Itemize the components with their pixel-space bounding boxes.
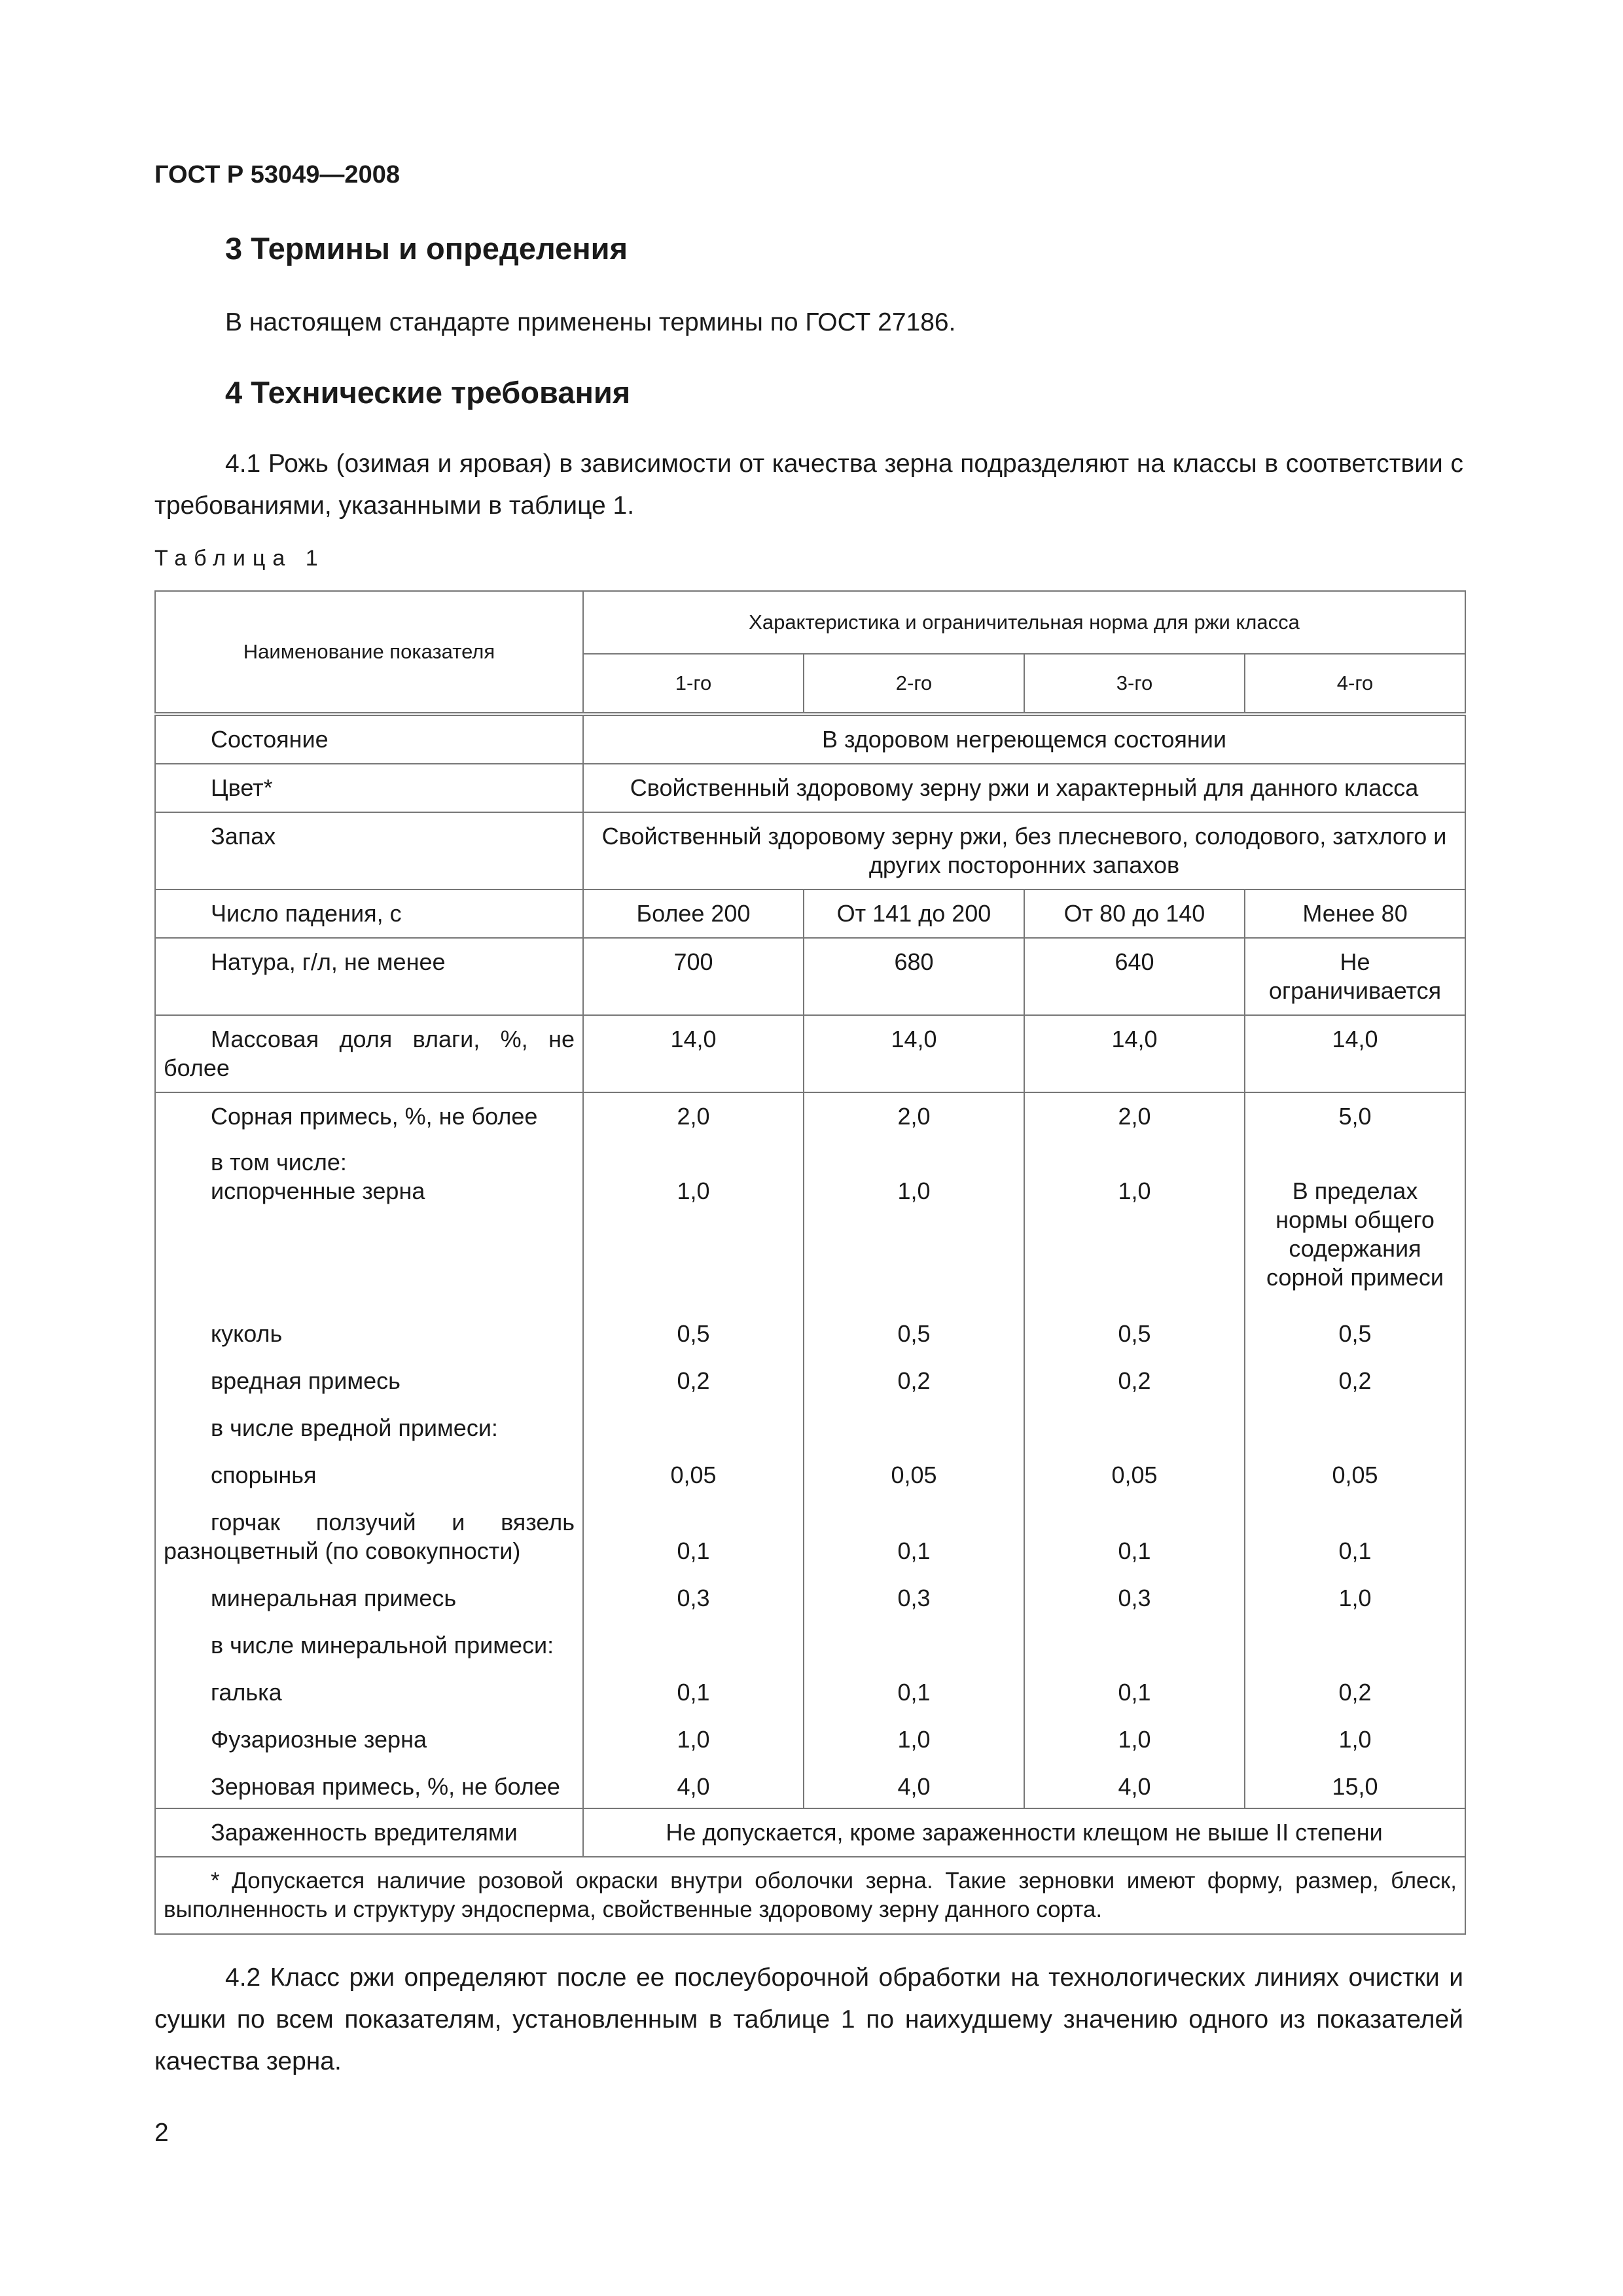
table-row xyxy=(155,1015,1465,1092)
row-cell: В пределах нормы общего содержания сорной примеси xyxy=(1245,1131,1465,1301)
row-label: Число падения, с xyxy=(155,889,583,938)
row-cell: 0,05 xyxy=(583,1443,804,1490)
table-footnote: * Допускается наличие розовой окраски внутри оболочки зерна. Такие зерновки имеют форму, размер, блеск, выполненность и структуру эндосперма, свойственные здоровому зерну данного сорта. xyxy=(155,1857,1465,1934)
row-cell: 4,0 xyxy=(583,1754,804,1808)
row-value: Свойственный здоровому зерну ржи и характерный для данного класса xyxy=(583,764,1465,812)
row-cell: 0,3 xyxy=(1024,1566,1245,1613)
row-cell: 1,0 xyxy=(1245,1566,1465,1613)
row-cell: 0,1 xyxy=(804,1490,1024,1566)
table-row xyxy=(155,1660,1465,1707)
paragraph-4-2: 4.2 Класс ржи определяют после ее послеуборочной обработки на технологических линиях очистки и сушки по всем показателям, установленным в таблице 1 по наихудшему значению одного из показателей качества зерна. xyxy=(154,1964,1463,2075)
row-cell: 0,5 xyxy=(1245,1301,1465,1348)
row-cell: 15,0 xyxy=(1245,1754,1465,1808)
row-label: Запах xyxy=(155,812,583,889)
row-label xyxy=(155,1131,583,1301)
row-cell: 2,0 xyxy=(1024,1092,1245,1131)
row-cell: 4,0 xyxy=(1024,1754,1245,1808)
row-cell: 0,1 xyxy=(1024,1660,1245,1707)
row-cell: Более 200 xyxy=(583,889,804,938)
row-cell: 0,5 xyxy=(804,1301,1024,1348)
row-cell: 0,1 xyxy=(804,1660,1024,1707)
row-cell: 0,05 xyxy=(1024,1443,1245,1490)
row-cell: 0,1 xyxy=(1245,1490,1465,1566)
table-row xyxy=(155,1348,1465,1395)
row-cell: 14,0 xyxy=(583,1015,804,1092)
including-label: в том числе: xyxy=(211,1149,347,1175)
table-footnote-row xyxy=(155,1857,1465,1934)
row-label: вредная примесь xyxy=(155,1348,583,1395)
row-cell: 1,0 xyxy=(804,1131,1024,1301)
row-label: Массовая доля влаги, %, не более xyxy=(155,1015,583,1092)
section-3-text: В настоящем стандарте применены термины по ГОСТ 27186. xyxy=(225,308,956,336)
row-cell: 0,3 xyxy=(804,1566,1024,1613)
row-cell: 2,0 xyxy=(804,1092,1024,1131)
row-cell: 0,05 xyxy=(804,1443,1024,1490)
requirements-table xyxy=(154,590,1466,1935)
row-cell: 1,0 xyxy=(583,1131,804,1301)
row-value: Не допускается, кроме зараженности клещом не выше II степени xyxy=(583,1808,1465,1857)
row-cell: 0,1 xyxy=(583,1660,804,1707)
row-label: минеральная примесь xyxy=(155,1566,583,1613)
row-cell: Не ограничивается xyxy=(1245,938,1465,1015)
row-cell: 14,0 xyxy=(804,1015,1024,1092)
table-row xyxy=(155,764,1465,812)
table-row xyxy=(155,1490,1465,1566)
damaged-label: испорченные зерна xyxy=(211,1177,425,1204)
row-label: горчак ползучий и вязель разноцветный (по совокупности) xyxy=(155,1490,583,1566)
row-cell: 0,2 xyxy=(583,1348,804,1395)
table-row xyxy=(155,1443,1465,1490)
row-cell: 640 xyxy=(1024,938,1245,1015)
row-cell: 0,5 xyxy=(1024,1301,1245,1348)
row-cell: 14,0 xyxy=(1245,1015,1465,1092)
table-row xyxy=(155,1566,1465,1613)
table-row xyxy=(155,889,1465,938)
row-label: спорынья xyxy=(155,1443,583,1490)
row-value: В здоровом негреющемся состоянии xyxy=(583,714,1465,764)
document-code: ГОСТ Р 53049—2008 xyxy=(154,161,400,188)
row-cell: 700 xyxy=(583,938,804,1015)
row-cell: 0,2 xyxy=(804,1348,1024,1395)
section-3-heading: 3 Термины и определения xyxy=(225,231,628,266)
section-4-heading: 4 Технические требования xyxy=(225,375,631,410)
row-label: Состояние xyxy=(155,714,583,764)
row-cell: 4,0 xyxy=(804,1754,1024,1808)
header-class-3: 3-го xyxy=(1024,654,1245,714)
row-cell: 5,0 xyxy=(1245,1092,1465,1131)
row-label: в числе вредной примеси: xyxy=(155,1395,583,1443)
table-row xyxy=(155,1707,1465,1754)
table-row xyxy=(155,1092,1465,1131)
table-caption: Таблица 1 xyxy=(154,546,325,571)
table-row xyxy=(155,1754,1465,1808)
row-label: галька xyxy=(155,1660,583,1707)
table-row xyxy=(155,1395,1465,1443)
row-label: куколь xyxy=(155,1301,583,1348)
header-indicator: Наименование показателя xyxy=(155,591,583,714)
row-cell: 0,2 xyxy=(1245,1348,1465,1395)
row-cell: 1,0 xyxy=(1024,1707,1245,1754)
row-cell: От 141 до 200 xyxy=(804,889,1024,938)
row-label: Сорная примесь, %, не более xyxy=(155,1092,583,1131)
row-label: Натура, г/л, не менее xyxy=(155,938,583,1015)
row-label: Фузариозные зерна xyxy=(155,1707,583,1754)
row-cell: 0,1 xyxy=(1024,1490,1245,1566)
row-cell: 1,0 xyxy=(1024,1131,1245,1301)
row-cell: 14,0 xyxy=(1024,1015,1245,1092)
row-cell: 0,5 xyxy=(583,1301,804,1348)
row-cell: 680 xyxy=(804,938,1024,1015)
row-cell: 1,0 xyxy=(583,1707,804,1754)
table-row xyxy=(155,1131,1465,1301)
header-group: Характеристика и ограничительная норма для ржи класса xyxy=(583,591,1465,654)
table-row xyxy=(155,812,1465,889)
row-cell: 2,0 xyxy=(583,1092,804,1131)
row-label: Зерновая примесь, %, не более xyxy=(155,1754,583,1808)
header-class-1: 1-го xyxy=(583,654,804,714)
row-cell: 0,05 xyxy=(1245,1443,1465,1490)
table-row xyxy=(155,1808,1465,1857)
row-cell: От 80 до 140 xyxy=(1024,889,1245,938)
row-cell: 1,0 xyxy=(804,1707,1024,1754)
table-row xyxy=(155,1301,1465,1348)
row-cell: 0,3 xyxy=(583,1566,804,1613)
header-class-2: 2-го xyxy=(804,654,1024,714)
table-row xyxy=(155,714,1465,764)
row-label: Цвет* xyxy=(155,764,583,812)
row-cell: 0,1 xyxy=(583,1490,804,1566)
table-row xyxy=(155,938,1465,1015)
row-cell: Менее 80 xyxy=(1245,889,1465,938)
row-label: Зараженность вредителями xyxy=(155,1808,583,1857)
table-header-row xyxy=(155,591,1465,654)
row-cell: 1,0 xyxy=(1245,1707,1465,1754)
table-row xyxy=(155,1613,1465,1660)
paragraph-4-1: 4.1 Рожь (озимая и яровая) в зависимости от качества зерна подразделяют на классы в соответствии с требованиями, указанными в таблице 1. xyxy=(154,450,1463,520)
header-class-4: 4-го xyxy=(1245,654,1465,714)
row-label: в числе минеральной примеси: xyxy=(155,1613,583,1660)
page-number: 2 xyxy=(154,2119,169,2147)
row-value: Свойственный здоровому зерну ржи, без плесневого, солодового, затхлого и других посторонних запахов xyxy=(583,812,1465,889)
row-cell: 0,2 xyxy=(1245,1660,1465,1707)
row-cell: 0,2 xyxy=(1024,1348,1245,1395)
